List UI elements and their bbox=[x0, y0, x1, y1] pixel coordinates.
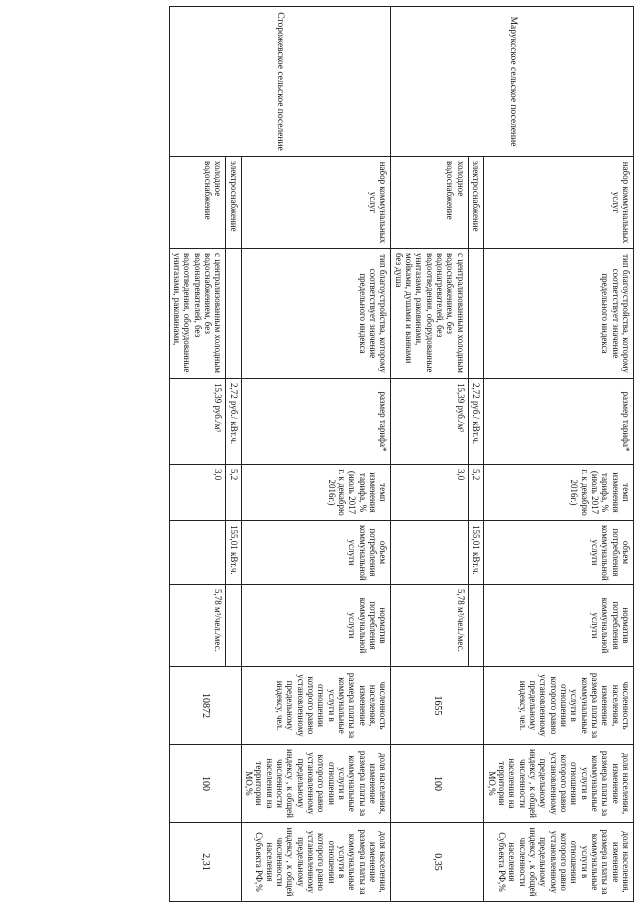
norm-cell-empty bbox=[226, 585, 241, 667]
rate-electric: 5,2 bbox=[226, 465, 241, 521]
tariff-electric: 2,72 руб./ кВт.ч. bbox=[226, 379, 241, 465]
population-header: численность населения, изменение размера платы за коммунальные услуги в отношении которого равно установленному предельному индексу, чел. bbox=[241, 667, 391, 745]
settlement-name: Маруксское сельское поселение bbox=[391, 7, 634, 157]
amenity-header: тип благоустройства, которому соответствует значение предельного индекса bbox=[484, 249, 634, 379]
rate-water: 3,0 bbox=[169, 465, 226, 521]
share-subject-header: доля населения, изменение размера платы за коммунальные услуги в отношении которого равно установленному предельному индексу , к общей численности населения Субъекта РФ,% bbox=[484, 823, 634, 902]
tariff-table bbox=[169, 6, 634, 902]
rate-water: 3,0 bbox=[391, 465, 468, 521]
services-header: набор коммунальных услуг bbox=[484, 157, 634, 249]
norm-cell-empty bbox=[468, 585, 483, 667]
amenity-water: с централизованным холодным водоснабжением, без водонагревателей, без водоотведения, оборудованные унитазами, раковинами, bbox=[169, 249, 226, 379]
volume-cell-empty bbox=[169, 521, 226, 585]
rate-electric: 5,2 bbox=[468, 465, 483, 521]
rate-header: темп изменения тарифа, % (июль 2017 г. к декабрю 2016г.) bbox=[241, 465, 391, 521]
norm-header: норматив потребления коммунальной услуги bbox=[241, 585, 391, 667]
amenity-cell-empty bbox=[226, 249, 241, 379]
services-header: набор коммунальных услуг bbox=[241, 157, 391, 249]
norm-header: норматив потребления коммунальной услуги bbox=[484, 585, 634, 667]
share-mo-header: доля населения, изменение размера платы за коммунальные услуги в отношении которого равно установленному предельному индексу , к общей численности населения на территории МО,% bbox=[241, 745, 391, 823]
service-water: холодное водоснабжение bbox=[169, 157, 226, 249]
tariff-header: размер тарифа* bbox=[484, 379, 634, 465]
service-electric: электроснабжение bbox=[468, 157, 483, 249]
share-subject-value: 0,35 bbox=[391, 823, 484, 902]
norm-water: 5,78 м³/чел./мес. bbox=[169, 585, 226, 667]
norm-water: 5,78 м³/чел./мес. bbox=[391, 585, 468, 667]
share-subject-header: доля населения, изменение размера платы за коммунальные услуги в отношении которого равно установленному предельному индексу , к общей численности населения Субъекта РФ,% bbox=[241, 823, 391, 902]
amenity-water: с централизованным холодным водоснабжением, без водонагревателей, без водоотведения, оборудованные унитазами, раковинами, мойками, душами и ваннами без душа bbox=[391, 249, 468, 379]
share-subject-value: 2,31 bbox=[169, 823, 241, 902]
row-1-header bbox=[484, 7, 634, 902]
rate-header: темп изменения тарифа, % (июль 2017 г. к декабрю 2016г.) bbox=[484, 465, 634, 521]
volume-electric: 155,01 кВт.ч. bbox=[468, 521, 483, 585]
tariff-water: 15,39 руб./м³ bbox=[169, 379, 226, 465]
volume-cell-empty bbox=[391, 521, 468, 585]
volume-header: объем потребления коммунальной услуги bbox=[484, 521, 634, 585]
volume-header: объем потребления коммунальной услуги bbox=[241, 521, 391, 585]
amenity-cell-empty bbox=[468, 249, 483, 379]
volume-electric: 155,01 кВт.ч. bbox=[226, 521, 241, 585]
share-mo-value: 100 bbox=[391, 745, 484, 823]
share-mo-header: доля населения, изменение размера платы за коммунальные услуги в отношении которого равно установленному предельному индексу , к общей численности населения на территории МО,% bbox=[484, 745, 634, 823]
service-electric: электроснабжение bbox=[226, 157, 241, 249]
settlement-name: Сторожевское сельское поселение bbox=[169, 7, 391, 157]
tariff-water: 15,39 руб./м³ bbox=[391, 379, 468, 465]
tariff-electric: 2,72 руб./ кВт.ч. bbox=[468, 379, 483, 465]
population-value: 1655 bbox=[391, 667, 484, 745]
service-water: холодное водоснабжение bbox=[391, 157, 468, 249]
row-2-header bbox=[241, 7, 391, 902]
population-value: 10872 bbox=[169, 667, 241, 745]
share-mo-value: 100 bbox=[169, 745, 241, 823]
tariff-header: размер тарифа* bbox=[241, 379, 391, 465]
population-header: численность населения, изменение размера платы за коммунальные услуги в отношении которого равно установленному предельному индексу, чел. bbox=[484, 667, 634, 745]
amenity-header: тип благоустройства, которому соответствует значение предельного индекса bbox=[241, 249, 391, 379]
